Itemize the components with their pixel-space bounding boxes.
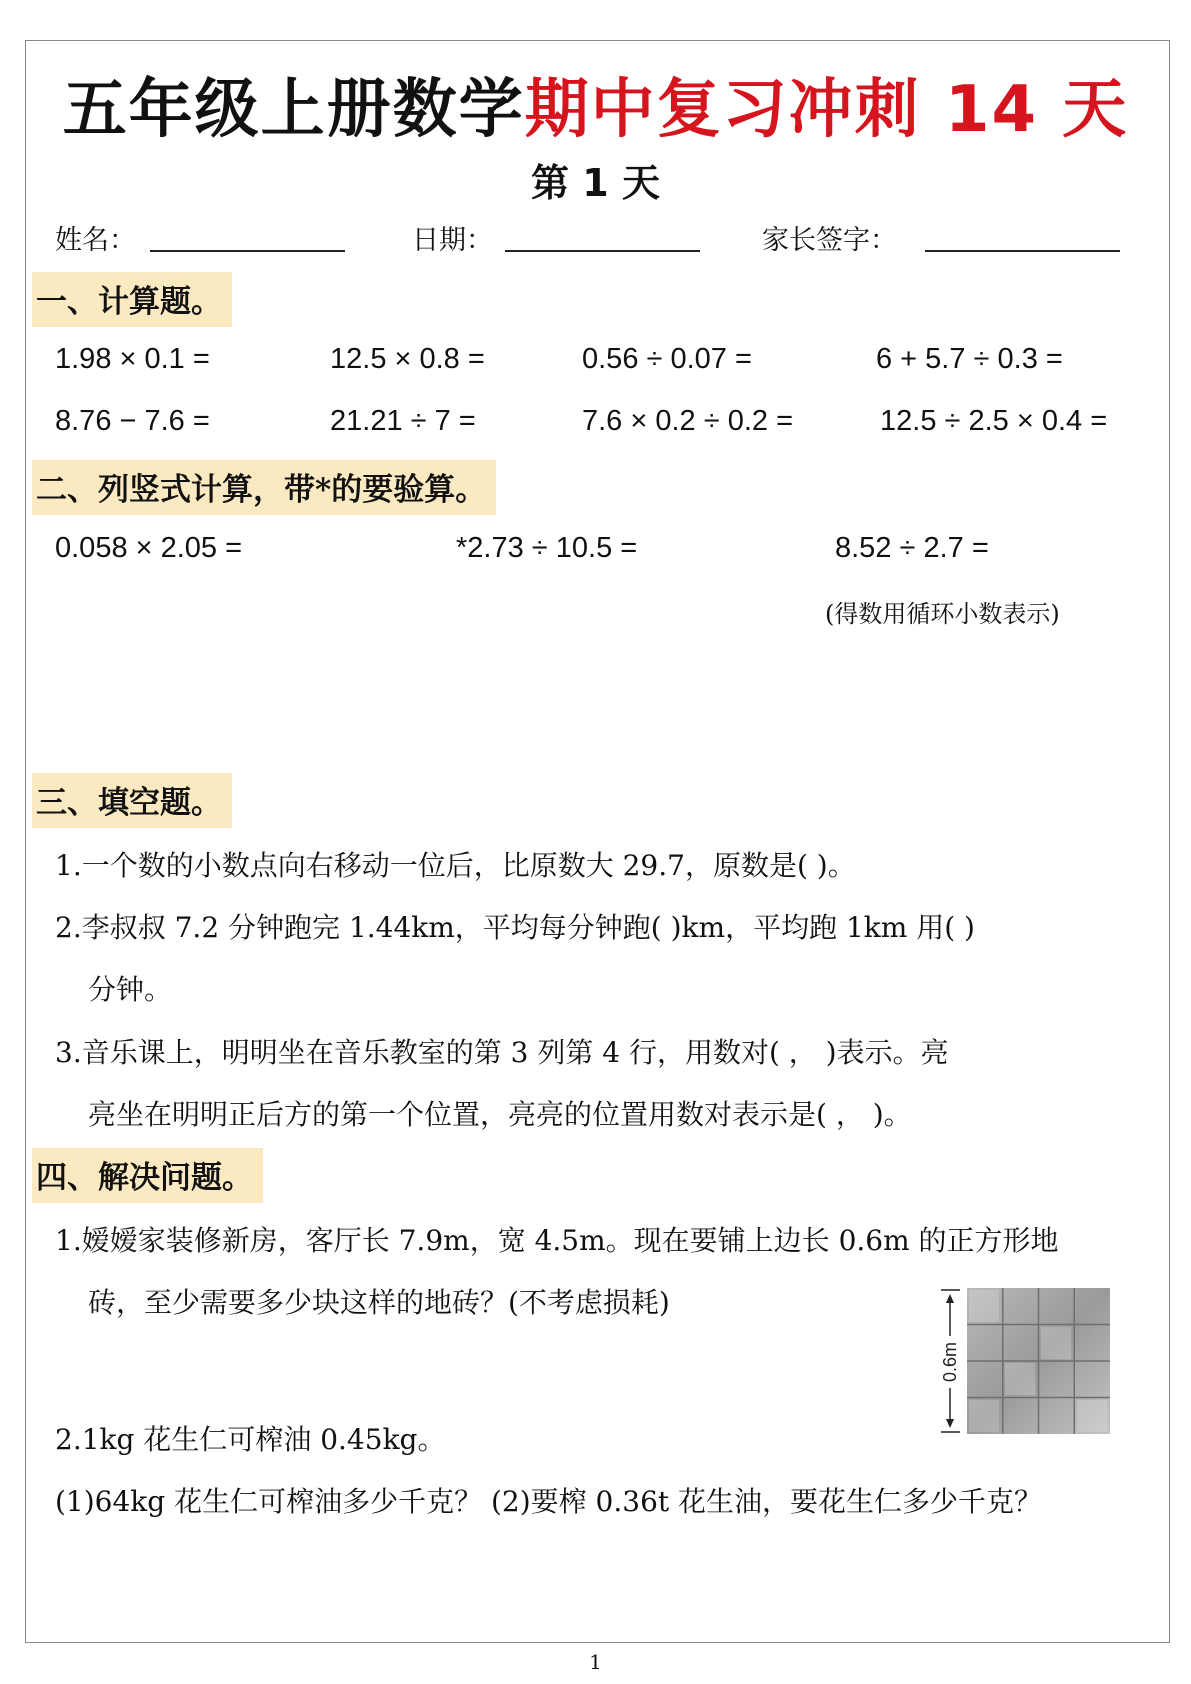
section-heading-fill-blank: 三、填空题。 xyxy=(32,773,232,828)
problem-1: 1.嫒嫒家装修新房，客厅长 7.9m，宽 4.5m。现在要铺上边长 0.6m 的正方形地 xyxy=(55,1224,1059,1257)
name-blank[interactable] xyxy=(150,250,345,252)
title-red: 期中复习冲刺 14 天 xyxy=(524,73,1129,147)
problem-1-cont: 砖，至少需要多少块这样的地砖？(不考虑损耗) xyxy=(88,1286,670,1319)
name-label: 姓名： xyxy=(55,225,136,256)
calc-item: 8.76 − 7.6 = xyxy=(55,405,210,437)
section-heading-problem-solving: 四、解决问题。 xyxy=(32,1148,263,1203)
date-label: 日期： xyxy=(412,225,493,256)
fill-question-3: 3.音乐课上，明明坐在音乐教室的第 3 列第 4 行，用数对( ， )表示。亮 xyxy=(55,1036,949,1069)
vertical-calc-item: *2.73 ÷ 10.5 = xyxy=(456,532,638,564)
fill-question-2: 2.李叔叔 7.2 分钟跑完 1.44km，平均每分钟跑( )km，平均跑 1km 用( ) xyxy=(55,911,975,944)
section-heading-calculation: 一、计算题。 xyxy=(32,272,232,327)
page-title xyxy=(0,58,1191,150)
section-heading-vertical-calculation: 二、列竖式计算，带*的要验算。 xyxy=(32,460,496,515)
fill-question-3-cont: 亮坐在明明正后方的第一个位置，亮亮的位置用数对表示是( ， )。 xyxy=(88,1098,912,1131)
calc-item: 0.56 ÷ 0.07 = xyxy=(582,343,752,375)
page-number: 1 xyxy=(589,1650,602,1674)
calc-item: 21.21 ÷ 7 = xyxy=(330,405,476,437)
problem-2-subquestions: (1)64kg 花生仁可榨油多少千克？ (2)要榨 0.36t 花生油，要花生仁多少千克？ xyxy=(55,1485,1043,1518)
page-subtitle: 第 1 天 xyxy=(531,161,660,205)
vertical-calc-item: 0.058 × 2.05 = xyxy=(55,532,243,564)
parent-signature-label: 家长签字： xyxy=(762,225,897,256)
vertical-calc-item: 8.52 ÷ 2.7 = xyxy=(835,532,989,564)
tile-size-label: 0.6m xyxy=(940,1341,960,1383)
floor-tile-image xyxy=(935,1288,1110,1434)
repeating-decimal-note: (得数用循环小数表示) xyxy=(825,600,1060,628)
date-blank[interactable] xyxy=(505,250,700,252)
problem-2: 2.1kg 花生仁可榨油 0.45kg。 xyxy=(55,1423,446,1456)
fill-question-2-cont: 分钟。 xyxy=(88,973,173,1006)
title-black: 五年级上册数学 xyxy=(62,73,525,147)
parent-signature-blank[interactable] xyxy=(925,250,1120,252)
calc-item: 12.5 × 0.8 = xyxy=(330,343,485,375)
calc-item: 6 + 5.7 ÷ 0.3 = xyxy=(876,343,1063,375)
calc-item: 1.98 × 0.1 = xyxy=(55,343,210,375)
floor-tile-figure xyxy=(935,1288,1110,1434)
fill-question-1: 1.一个数的小数点向右移动一位后，比原数大 29.7，原数是( )。 xyxy=(55,849,856,882)
calc-item: 12.5 ÷ 2.5 × 0.4 = xyxy=(880,405,1108,437)
calc-item: 7.6 × 0.2 ÷ 0.2 = xyxy=(582,405,794,437)
